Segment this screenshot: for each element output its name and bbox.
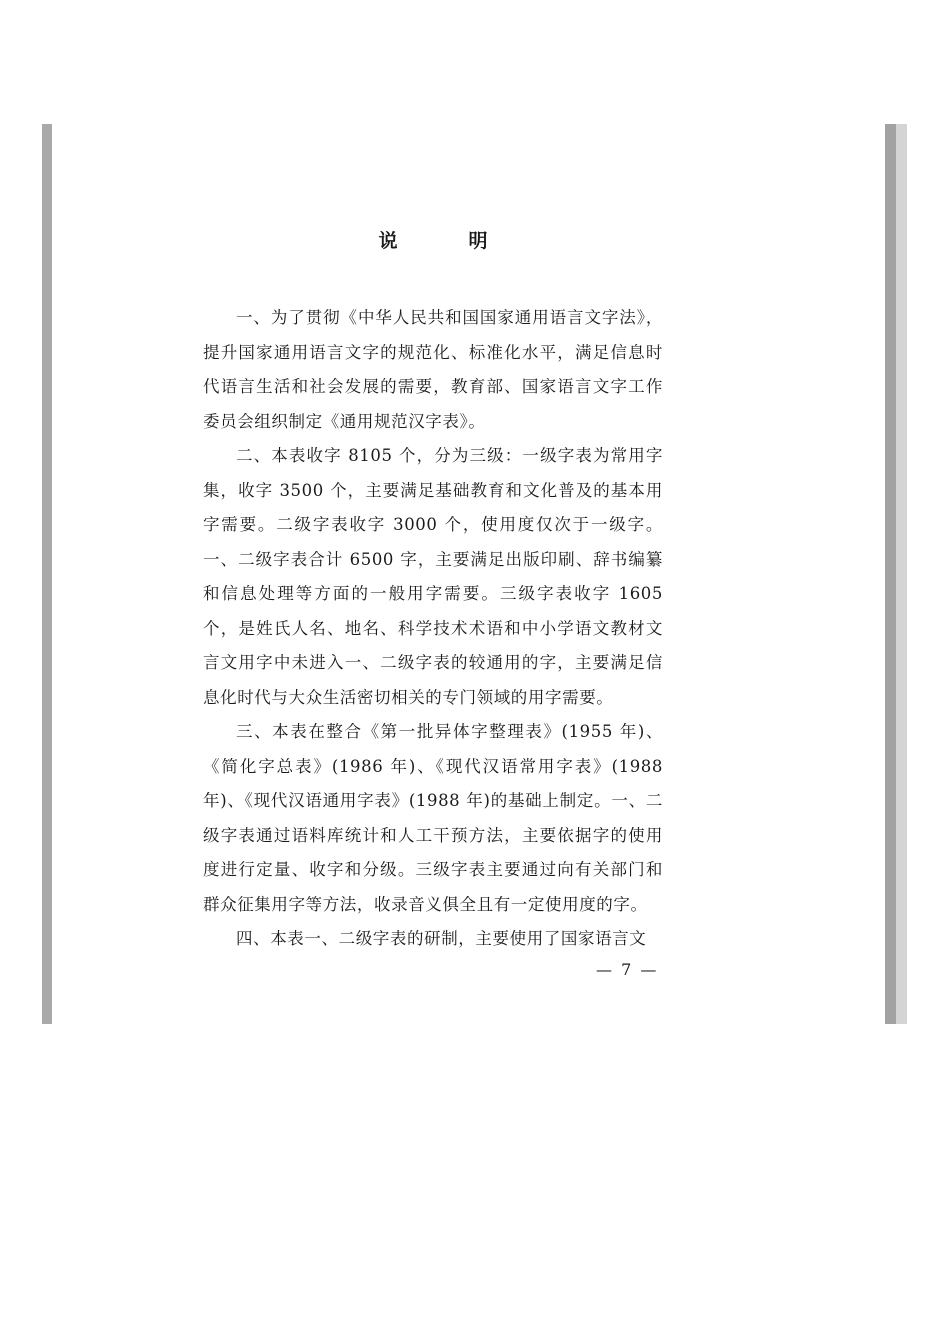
paragraph-4: 四、本表一、二级字表的研制，主要使用了国家语言文: [236, 929, 647, 948]
scan-edge-left: [42, 124, 52, 1024]
paragraph-3: 三、本表在整合《第一批异体字整理表》(1955 年)、《简化字总表》(1986 年)、《现代汉语常用字表》(1988 年)、《现代汉语通用字表》(1988 年)的基础上制定。一、二级字表通过语料库统计和人工干预方法，主要依据字的使用度进行定量、收字和分级。三级字表主要通过向有关部门和群众征集用字等方法，收录音义俱全且有一定使用度的字。: [203, 722, 663, 914]
scan-edge-right-shadow: [896, 124, 907, 1024]
page-body: [203, 228, 663, 957]
scan-edge-right: [885, 124, 896, 1024]
page-title: 说 明: [378, 230, 514, 252]
page-number: — 7 —: [596, 960, 659, 979]
paragraph-2: 二、本表收字 8105 个，分为三级：一级字表为常用字集，收字 3500 个，主要满足基础教育和文化普及的基本用字需要。二级字表收字 3000 个，使用度仅次于一级字。一、二级字表合计 6500 字，主要满足出版印刷、辞书编纂和信息处理等方面的一般用字需要。三级字表收字 1605 个，是姓氏人名、地名、科学技术术语和中小学语文教材文言文用字中未进入一、二级字表的较通用的字，主要满足信息化时代与大众生活密切相关的专门领域的用字需要。: [203, 446, 663, 707]
paragraph-1: 一、为了贯彻《中华人民共和国国家通用语言文字法》，提升国家通用语言文字的规范化、标准化水平，满足信息时代语言生活和社会发展的需要，教育部、国家语言文字工作委员会组织制定《通用规范汉字表》。: [203, 308, 663, 431]
